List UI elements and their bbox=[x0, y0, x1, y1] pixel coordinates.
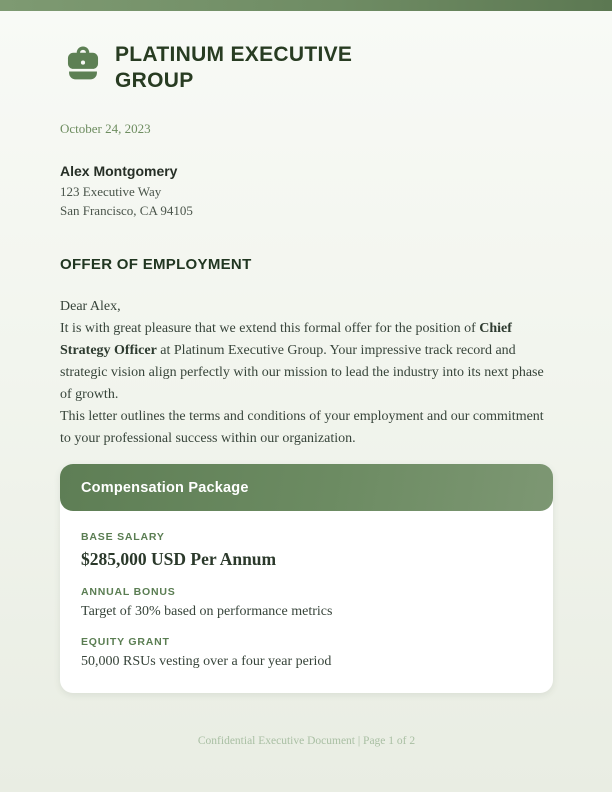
recipient-address-line2: San Francisco, CA 94105 bbox=[60, 202, 193, 218]
compensation-item-label: ANNUAL BONUS bbox=[81, 586, 176, 598]
compensation-item-label: BASE SALARY bbox=[81, 531, 165, 543]
paragraph-1-text: It is with great pleasure that we extend this formal offer for the position of bbox=[60, 321, 480, 336]
compensation-item-label: EQUITY GRANT bbox=[81, 636, 170, 648]
compensation-item-base-salary bbox=[81, 531, 532, 571]
briefcase-icon bbox=[64, 44, 102, 84]
paragraph-1-text-cont: at Platinum Executive Group. Your impressive track record and strategic vision align perfectly with our mission to lead the industry into its next phase of growth. bbox=[60, 343, 544, 402]
paragraph-2: This letter outlines the terms and conditions of your employment and our commitment to your professional success within our organization. bbox=[60, 409, 544, 446]
compensation-card-title: Compensation Package bbox=[81, 479, 249, 496]
company-name: PLATINUM EXECUTIVE GROUP bbox=[115, 43, 353, 92]
letter-body bbox=[60, 296, 552, 450]
paragraph-1 bbox=[60, 318, 552, 406]
recipient-block bbox=[60, 162, 553, 220]
letter-date: October 24, 2023 bbox=[60, 121, 151, 136]
letter-heading: OFFER OF EMPLOYMENT bbox=[60, 256, 252, 273]
compensation-item-annual-bonus bbox=[81, 586, 532, 621]
compensation-item-value: 50,000 RSUs vesting over a four year period bbox=[81, 654, 332, 669]
compensation-item-value: Target of 30% based on performance metrics bbox=[81, 604, 333, 619]
compensation-card bbox=[60, 464, 553, 693]
compensation-card-header bbox=[60, 464, 553, 511]
position-title: Chief Strategy Officer bbox=[60, 321, 512, 358]
recipient-address-line1: 123 Executive Way bbox=[60, 184, 162, 199]
recipient-name: Alex Montgomery bbox=[60, 163, 178, 179]
salutation: Dear Alex, bbox=[60, 299, 121, 314]
top-accent-bar bbox=[0, 0, 612, 11]
compensation-item-equity-grant bbox=[81, 636, 532, 671]
compensation-card-body bbox=[60, 511, 553, 693]
page-footer: Confidential Executive Document | Page 1 of 2 bbox=[197, 735, 416, 747]
compensation-item-value: $285,000 USD Per Annum bbox=[81, 549, 277, 569]
company-header bbox=[60, 42, 553, 94]
offer-letter-page bbox=[0, 42, 612, 747]
